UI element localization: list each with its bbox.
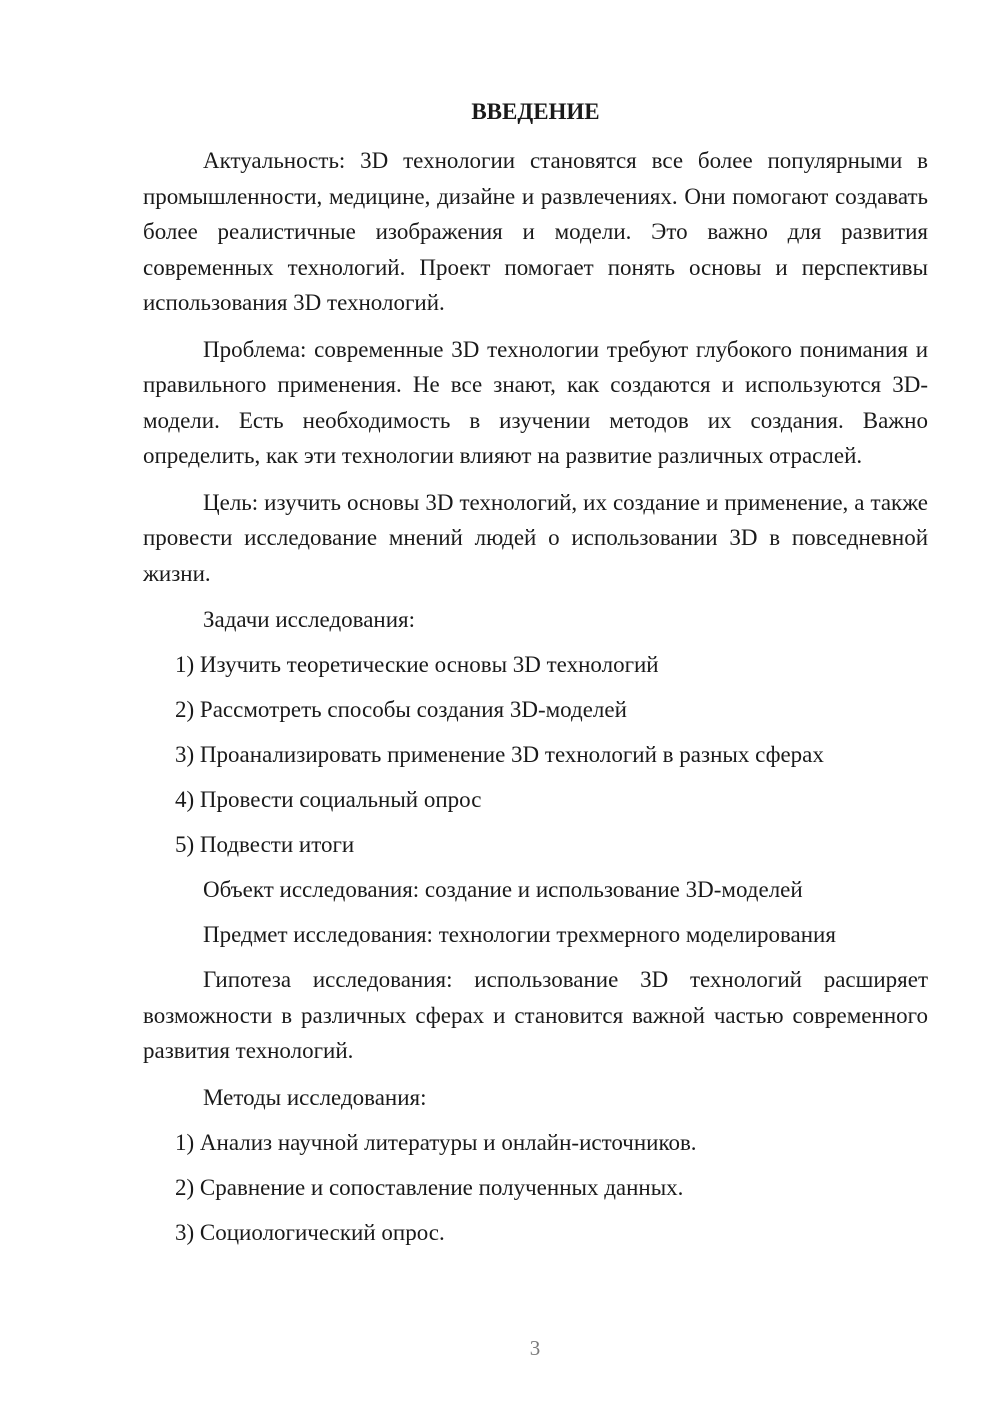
method-item: 1) Анализ научной литературы и онлайн-источников. xyxy=(175,1129,697,1155)
task-item: 4) Провести социальный опрос xyxy=(175,787,482,812)
task-item: 5) Подвести итоги xyxy=(175,832,355,857)
tasks-heading: Задачи исследования: xyxy=(203,607,416,632)
task-item: 3) Проанализировать применение 3D технологий в разных сферах xyxy=(175,742,824,767)
problem-paragraph: Проблема: современные 3D технологии требуют глубокого понимания и правильного применения. Не все знают, как создаются и используются 3D-модели. Есть необходимость в изучении методов их создания. Важно определить, как эти технологии влияют на развитие различных отраслей. xyxy=(143,336,928,468)
relevance-paragraph: Актуальность: 3D технологии становятся все более популярными в промышленности, медицине, дизайне и развлечениях. Они помогают создавать более реалистичные изображения и модели. Это важно для развития современных технологий. Проект помогает понять основы и перспективы использования 3D технологий. xyxy=(143,148,928,315)
method-item: 3) Социологический опрос. xyxy=(175,1219,445,1245)
task-item: 2) Рассмотреть способы создания 3D-моделей xyxy=(175,697,627,722)
methods-heading: Методы исследования: xyxy=(203,1084,427,1110)
page-number: 3 xyxy=(529,1336,541,1360)
hypothesis-paragraph: Гипотеза исследования: использование 3D технологий расширяет возможности в различных сферах и становится важной частью современного развития технологий. xyxy=(143,967,928,1063)
page-title: ВВЕДЕНИЕ xyxy=(471,99,600,124)
object-line: Объект исследования: создание и использование 3D-моделей xyxy=(203,877,803,902)
method-item: 2) Сравнение и сопоставление полученных данных. xyxy=(175,1174,684,1200)
subject-line: Предмет исследования: технологии трехмерного моделирования xyxy=(203,922,836,947)
goal-paragraph: Цель: изучить основы 3D технологий, их создание и применение, а также провести исследование мнений людей о использовании 3D в повседневной жизни. xyxy=(143,489,928,586)
page-content xyxy=(143,94,928,1260)
task-item: 1) Изучить теоретические основы 3D технологий xyxy=(175,652,659,677)
